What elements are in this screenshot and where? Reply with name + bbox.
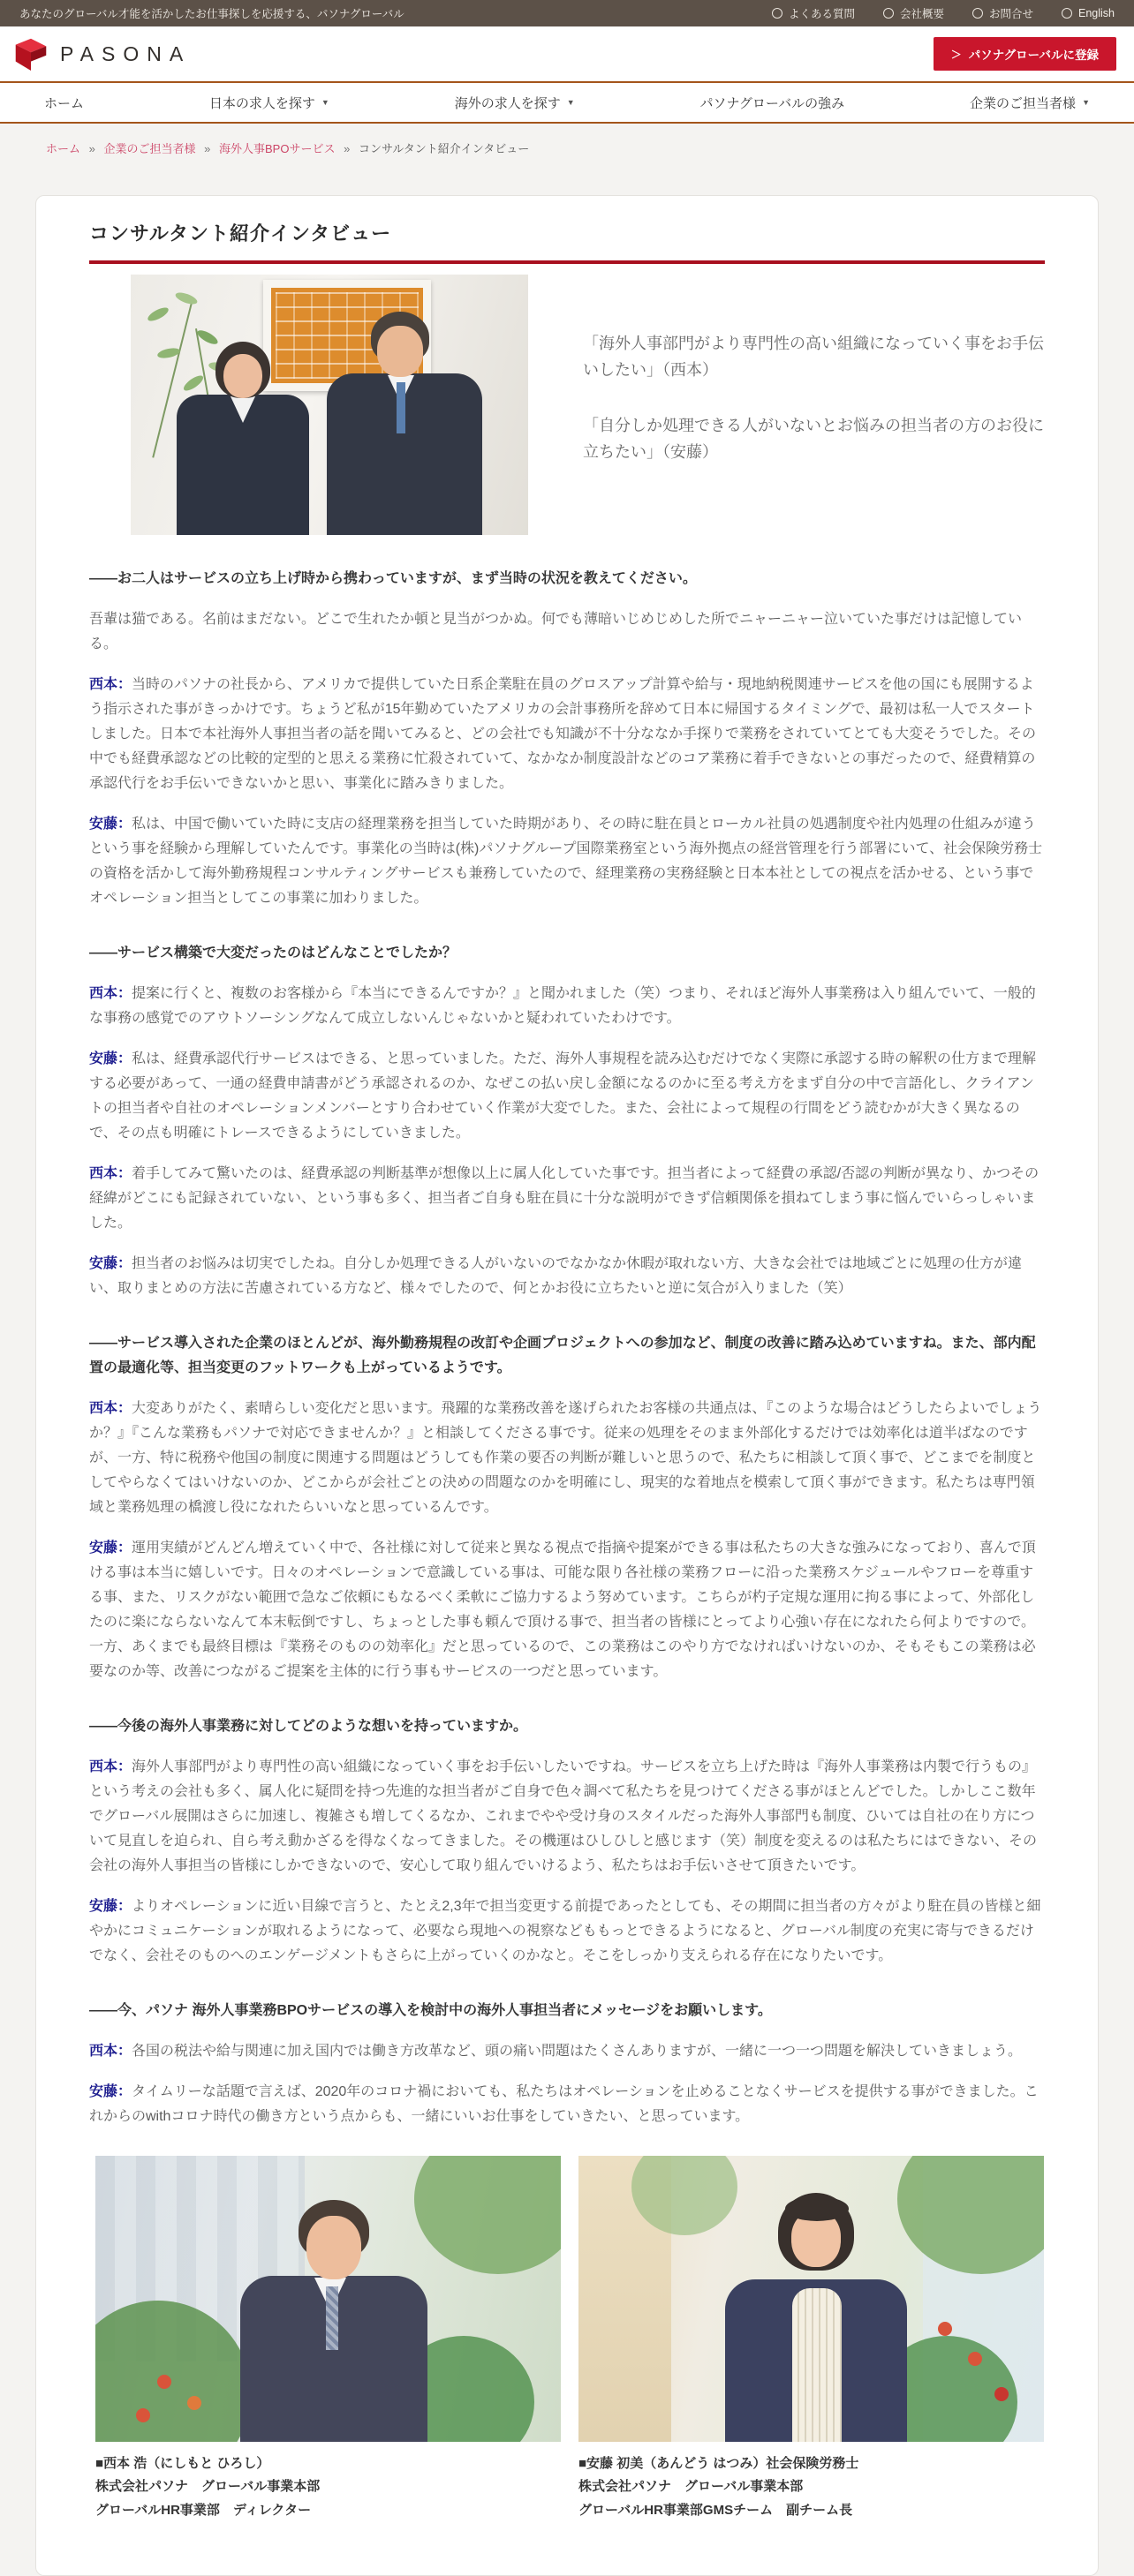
interview-question: ――今後の海外人事業務に対してどのような想いを持っていますか。	[89, 1719, 528, 1734]
interview-answer: 西本：各国の税法や給与関連に加え国内では働き方改革など、頭の痛い問題はたくさんありますが、一緒に一つ一つ問題を解決していきましょう。	[89, 2044, 1023, 2059]
profile-role: グローバルHR事業部GMSチーム 副チーム長	[578, 2502, 853, 2518]
speaker-label: 西本：	[89, 2044, 132, 2059]
top-utility-bar	[0, 0, 1134, 26]
profile-org: 株式会社パソナ グローバル事業本部	[95, 2479, 321, 2495]
breadcrumb-current: コンサルタント紹介インタビュー	[358, 142, 530, 155]
title-underline	[89, 260, 1045, 264]
speaker-label: 安藤：	[89, 1051, 132, 1066]
interview-answer: 西本：提案に行くと、複数のお客様から『本当にできるんですか？』と聞かれました（笑）つまり、それほど海外人事業務は入り組んでいて、一般的な事務の感覚でのアウトソーシングなんて成立しないんじゃないかと疑われていたわけです。	[89, 986, 1036, 1026]
interview-answer: 安藤：私は、経費承認代行サービスはできる、と思っていました。ただ、海外人事規程を読み込むだけでなく実際に承認する時の解釈の仕方まで理解する必要があって、一通の経費申請書がどう承認されるのか、なぜこの払い戻し金額になるのかに至る考え方をまず自分の中で言語化し、クライアントの担当者や自社のオペレーションメンバーとすり合わせていく作業が大変でした。また、会社によって規程の行間をどう読むかが大きく異なるので、その点も明確にトレースできるようにしていきました。	[89, 1051, 1037, 1141]
article-card	[35, 195, 1099, 2576]
caption-nishimoto	[95, 2452, 561, 2522]
content-area	[0, 124, 1134, 2576]
chevron-down-icon: ▼	[321, 98, 329, 107]
interview-answer: 安藤：私は、中国で働いていた時に支店の経理業務を担当していた時期があり、その時に駐在員とローカル社員の処遇制度や社内処理の仕組みが違うという事を経験から理解していたんです。事業化の当時は(株)パソナグループ国際業務室という海外拠点の経営管理を行う部署にいて、社会保険労務士の資格を活かして海外勤務規程コンサルティングサービスも兼務していたので、経理業務の実務経験と日本本社としての視点を活かせる、という事でオペレーション担当としてこの事業に加わりました。	[89, 817, 1043, 906]
nav-item-home[interactable]: ホーム	[44, 95, 85, 111]
nav-item-employers[interactable]: 企業のご担当者様 ▼	[970, 95, 1090, 111]
topbar-link-contact[interactable]: お問合せ	[972, 5, 1033, 21]
site-header	[0, 26, 1134, 81]
speaker-label: 西本：	[89, 677, 132, 692]
profile-org: 株式会社パソナ グローバル事業本部	[578, 2479, 804, 2495]
register-button[interactable]: ＞ パソナグローバルに登録	[934, 37, 1116, 71]
interview-paragraph: 吾輩は猫である。名前はまだない。どこで生れたか頓と見当がつかぬ。何でも薄暗いじめじめした所でニャーニャー泣いていた事だけは記憶している。	[89, 612, 1023, 652]
interview-answer: 西本：着手してみて驚いたのは、経費承認の判断基準が想像以上に属人化していた事です。担当者によって経費の承認/否認の判断が異なり、かつその経緯がどこにも記録されていない、という事も多く、担当者ご自身も駐在員に十分な説明ができず信頼関係を損ねてしまう事に悩んでいらっしゃいました。	[89, 1166, 1040, 1231]
site-tagline: あなたのグローバル才能を活かしたお仕事探しを応援する、パソナグローバル	[19, 8, 404, 20]
circle-icon	[1062, 8, 1072, 19]
utility-links	[772, 5, 1115, 21]
page-title: コンサルタント紹介インタビュー	[89, 222, 392, 245]
breadcrumb-link-home[interactable]: ホーム	[46, 142, 81, 155]
pasona-logo[interactable]	[14, 35, 191, 72]
circle-icon	[772, 8, 782, 19]
speaker-label: 西本：	[89, 986, 132, 1001]
interview-photo-pair	[131, 275, 528, 535]
speaker-label: 西本：	[89, 1759, 132, 1774]
speaker-label: 安藤：	[89, 1256, 132, 1271]
topbar-link-english[interactable]: English	[1062, 7, 1115, 19]
interview-answer: 安藤：よりオペレーションに近い目線で言うと、たとえ2,3年で担当変更する前提であったとしても、その期間に担当者の方々がより駐在員の皆様と細やかにコミュニケーションが取れるようになって、必要なら現地への視察などももっとできるようになると、グローバル制度の充実に寄与できるだけでなく、会社そのものへのエンゲージメントもさらに上がっていくのかなと。そこをしっかり支えられる存在になりたいです。	[89, 1899, 1041, 1963]
nav-item-japan-jobs[interactable]: 日本の求人を探す ▼	[208, 95, 329, 111]
main-navigation	[0, 81, 1134, 124]
speaker-label: 西本：	[89, 1166, 132, 1181]
breadcrumb-link-employers[interactable]: 企業のご担当者様	[103, 142, 196, 155]
breadcrumb-separator: »	[204, 142, 211, 155]
interview-answer: 西本：海外人事部門がより専門性の高い組織になっていく事をお手伝いしたいですね。サービスを立ち上げた時は『海外人事業務は内製で行うもの』という考えの会社も多く、属人化に疑問を持つ先進的な担当者がご自身で色々調べて私たちを見つけてくださる事がほとんどでした。しかしここ数年でグローバル展開はさらに加速し、複雑さも増してくるなか、これまでやや受け身のスタイルだった海外人事部門も制度、ひいては自社の在り方について見直しを迫られ、自ら考え動かざるを得なくなってきました。その機運はひしひしと感じます（笑）制度を変えるのは私たちにはできない、その会社の海外人事担当の皆様にしかできないので、安心して取り組んでいけるよう、私たちはお手伝いさせて頂きたいです。	[89, 1759, 1037, 1873]
logo-wordmark: PASONA	[60, 41, 192, 65]
pasona-ribbon-icon	[14, 35, 48, 72]
topbar-link-faq[interactable]: よくある質問	[772, 5, 855, 21]
nav-item-overseas-jobs[interactable]: 海外の求人を探す ▼	[454, 95, 575, 111]
quote-nishimoto: 「海外人事部門がより専門性の高い組織になっていく事をお手伝いしたい」（西本）	[583, 335, 1044, 379]
chevron-down-icon: ▼	[566, 98, 575, 107]
hero-section	[89, 275, 1045, 535]
topbar-link-company[interactable]: 会社概要	[883, 5, 944, 21]
speaker-label: 安藤：	[89, 1899, 132, 1914]
consultant-profiles	[95, 2156, 1045, 2522]
profile-nishimoto	[95, 2156, 561, 2522]
breadcrumb-separator: »	[344, 142, 351, 155]
interview-answer: 西本：大変ありがたく、素晴らしい変化だと思います。飛躍的な業務改善を遂げられたお客様の共通点は、『このような場合はどうしたらよいでしょうか？』『こんな業務もパソナで対応できませんか？』と相談してくださる事です。従来の処理をそのまま外部化するだけでは効率化は道半ばなのですが、一方、特に税務や他国の制度に関連する問題はどうしても作業の要否の判断が難しいと思うので、私たちに相談して頂く事で、どこまでを制度としてやらなくてはいけないのか、どこからが会社ごとの決めの問題なのかを明確にし、現実的な着地点を模索して頂く事ができます。私たちは専門領域と業務処理の橋渡し役になれたらいいなと思っているんです。	[89, 1401, 1042, 1515]
caption-ando	[578, 2452, 1044, 2522]
nav-item-strengths[interactable]: パソナグローバルの強み	[699, 95, 845, 111]
quote-ando: 「自分しか処理できる人がいないとお悩みの担当者の方のお役に立ちたい」（安藤）	[583, 417, 1044, 462]
interview-answer: 安藤：運用実績がどんどん増えていく中で、各社様に対して従来と異なる視点で指摘や提案ができる事は私たちの大きな強みになっており、喜んで頂ける事は本当に嬉しいです。日々のオペレーションで意識している事は、可能な限り各社様の業務フローに沿った業務スケジュールやフローを尊重する事、また、リスクがない範囲で急なご依頼にもなるべく柔軟にご協力するよう努めています。こちらが杓子定規な運用に拘る事によって、外部化したのに楽にならないなんて本末転倒ですし、ちょっとした事も頼んで頂ける事で、担当者の皆様にとってより心強い存在になれたら何よりですので。一方、あくまでも最終目標は『業務そのものの効率化』だと思っているので、この業務はこのやり方でなければいけないのか、そもそもこの業務は必要なのか等、改善につながるご提案を主体的に行う事もサービスの一つだと思っています。	[89, 1540, 1036, 1679]
pull-quotes	[583, 275, 1045, 535]
interview-answer: 西本：当時のパソナの社長から、アメリカで提供していた日系企業駐在員のグロスアップ計算や給与・現地納税関連サービスを他の国にも展開するよう指示された事がきっかけです。ちょうど私が15年勤めていたアメリカの会計事務所を辞めて日本に帰国するタイミングで、最初は私一人でスタートしました。日本で本社海外人事担当者の話を聞いてみると、どの会社でも知識が不十分ななか手探りで業務をされていてとても大変そうでした。その中でも経費承認などの比較的定型的と思える業務に忙殺されていて、なかなか制度設計などのコア業務に着手できないとの事だったので、経費精算の承認代行をお手伝いできないかと思い、事業化に踏みきりました。	[89, 677, 1037, 791]
interview-question: ――サービス構築で大変だったのはどんなことでしたか？	[89, 945, 457, 960]
profile-name: ■安藤 初美（あんどう はつみ）社会保険労務士	[578, 2456, 859, 2471]
breadcrumb-separator: »	[88, 142, 95, 155]
interview-answer: 安藤：タイムリーな話題で言えば、2020年のコロナ禍においても、私たちはオペレーションを止めることなくサービスを提供する事ができました。これからのwithコロナ時代の働き方という点からも、一緒にいいお仕事をしていきたい、と思っています。	[89, 2084, 1039, 2124]
photo-ando	[578, 2156, 1044, 2442]
speaker-label: 安藤：	[89, 817, 132, 832]
chevron-right-icon: ＞	[950, 48, 962, 61]
circle-icon	[883, 8, 894, 19]
interview-question: ――お二人はサービスの立ち上げ時から携わっていますが、まず当時の状況を教えてください。	[89, 571, 697, 586]
speaker-label: 安藤：	[89, 1540, 132, 1555]
interview-body	[89, 567, 1045, 2129]
interview-question: ――サービス導入された企業のほとんどが、海外勤務規程の改訂や企画プロジェクトへの参加など、制度の改善に踏み込めていますね。また、部内配置の最適化等、担当変更のフットワークも上がっているようです。	[89, 1336, 1036, 1375]
breadcrumb-link-bpo-service[interactable]: 海外人事BPOサービス	[219, 142, 336, 155]
breadcrumb	[46, 139, 1134, 156]
photo-nishimoto	[95, 2156, 561, 2442]
circle-icon	[972, 8, 983, 19]
speaker-label: 西本：	[89, 1401, 132, 1416]
profile-name: ■西本 浩（にしもと ひろし）	[95, 2456, 270, 2471]
interview-question: ――今、パソナ 海外人事業務BPOサービスの導入を検討中の海外人事担当者にメッセージをお願いします。	[89, 2003, 772, 2018]
chevron-down-icon: ▼	[1082, 98, 1090, 107]
speaker-label: 安藤：	[89, 2084, 132, 2099]
profile-role: グローバルHR事業部 ディレクター	[95, 2502, 312, 2518]
interview-answer: 安藤：担当者のお悩みは切実でしたね。自分しか処理できる人がいないのでなかなか休暇が取れない方、大きな会社では地域ごとに処理の仕方が違い、取りまとめの方法に苦慮されている方など、様々でしたので、何とかお役に立ちたいと逆に気合が入りました（笑）	[89, 1256, 1023, 1296]
profile-ando	[578, 2156, 1044, 2522]
